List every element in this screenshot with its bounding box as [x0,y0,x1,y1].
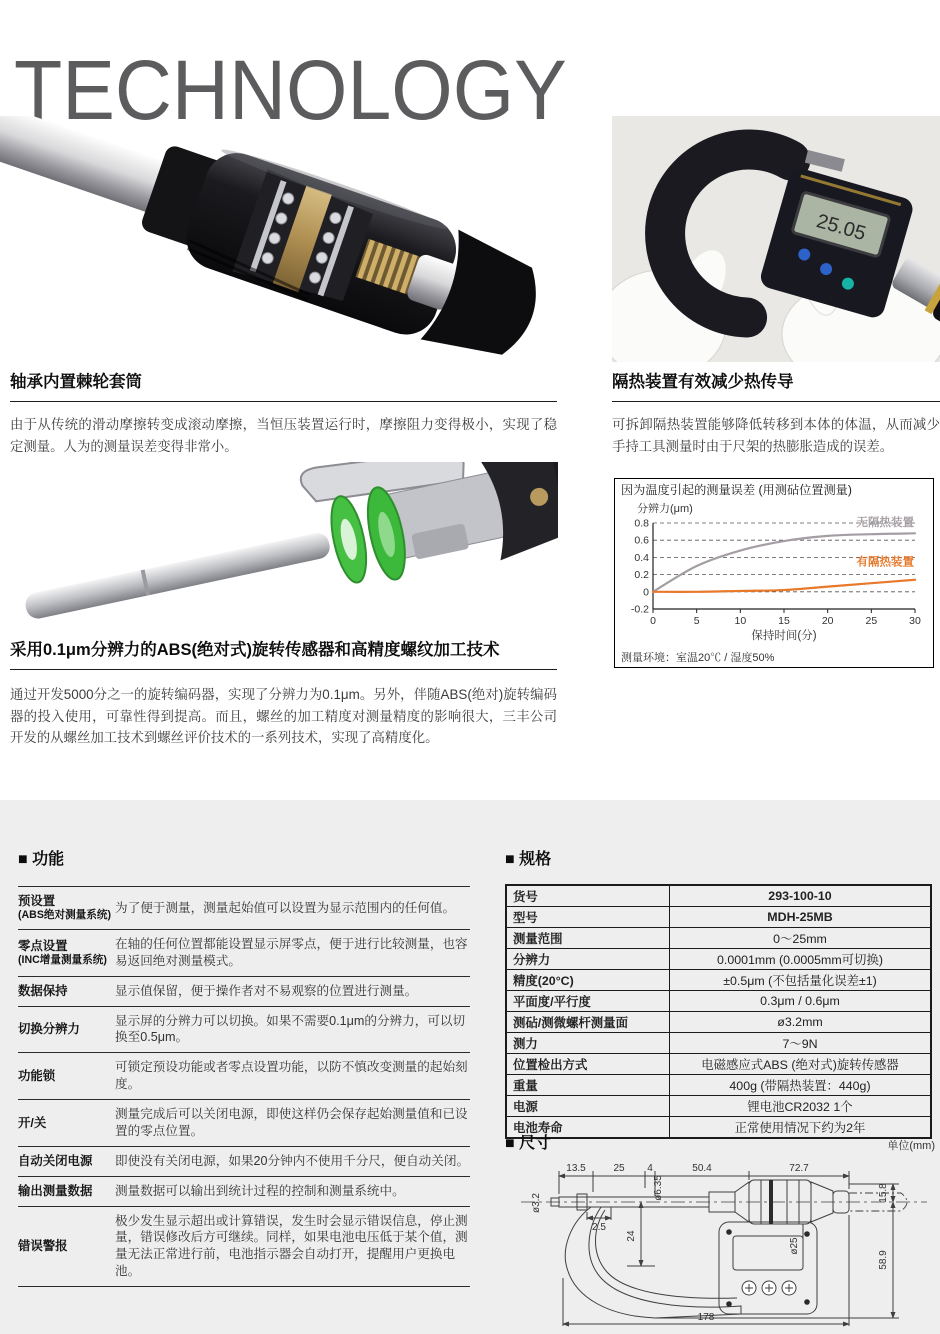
function-description: 可锁定预设功能或者零点设置功能，以防不慎改变测量的起始刻度。 [115,1053,470,1100]
spec-row [506,1033,931,1054]
svg-text:无隔热装置: 无隔热装置 [856,516,914,529]
specs-table [505,884,932,1139]
spec-name: 测量范围 [506,928,670,949]
svg-text:-0.2: -0.2 [630,603,649,616]
abs-sensor-section-body: 通过开发5000分之一的旋转编码器，实现了分辨力为0.1μm。另外，伴随ABS(绝对)旋转编码器的投入使用，可靠性得到提高。而且，螺丝的加工精度对测量精度的影响很大，三丰公司开发的从螺丝加工技术到螺丝评价技术的一系列技术，实现了高精度化。 [10,687,557,746]
svg-text:分辨力(μm): 分辨力(μm) [637,503,693,515]
specs-heading: ■ 规格 [505,851,552,868]
svg-text:20: 20 [821,615,834,627]
functions-table-body [18,887,470,1287]
function-description: 在轴的任何位置都能设置显示屏零点，便于进行比较测量，也容易返回绝对测量模式。 [115,929,470,976]
spec-value: ø3.2mm [670,1012,932,1033]
dim-25: 25 [613,1163,625,1174]
spec-name: 测砧/测微螺杆测量面 [506,1012,670,1033]
spec-name: 重量 [506,1075,670,1096]
function-row [18,976,470,1006]
spec-row [506,1096,931,1117]
spec-row [506,949,931,970]
function-row [18,1053,470,1100]
spec-value: 0～25mm [670,928,932,949]
function-name: 输出测量数据 [18,1176,115,1206]
dimension-drawing [503,1158,935,1330]
svg-text:0.6: 0.6 [634,534,649,547]
function-name: 零点设置 (INC增量测量系统) [18,929,115,976]
spec-name: 测力 [506,1033,670,1054]
dim-58-9: 58.9 [878,1250,889,1270]
spec-row [506,991,931,1012]
svg-text:25.05: 25.05 [814,210,869,246]
bearing-section-body: 由于从传统的滑动摩擦转变成滚动摩擦，当恒压装置运行时，摩擦阻力变得极小，实现了稳定测量。人为的测量误差变得非常小。 [10,417,557,454]
spec-value: 0.3μm / 0.6μm [670,991,932,1012]
spec-panel [0,800,940,1334]
function-name: 数据保持 [18,976,115,1006]
spec-value: 电磁感应式ABS (绝对式)旋转传感器 [670,1054,932,1075]
svg-text:因为温度引起的测量误差 (用测砧位置测量): 因为温度引起的测量误差 (用测砧位置测量) [621,483,852,497]
spec-row [506,885,931,907]
spec-row [506,1012,931,1033]
function-row [18,887,470,930]
spec-row [506,1054,931,1075]
functions-heading: ■ 功能 [18,851,65,868]
svg-text:保持时间(分): 保持时间(分) [751,630,817,642]
dim-24: 24 [626,1230,637,1242]
function-row [18,1146,470,1176]
spec-name: 精度(20°C) [506,970,670,991]
function-description: 为了便于测量，测量起始值可以设置为显示范围内的任何值。 [115,887,470,930]
dim-13-5: 13.5 [566,1163,586,1174]
spec-value: ±0.5μm (不包括量化误差±1) [670,970,932,991]
dimensions-unit-label: 单位(mm) [887,1140,935,1152]
function-name: 开/关 [18,1100,115,1147]
spec-row [506,1075,931,1096]
dim-178: 178 [697,1312,715,1323]
function-name: 切换分辨力 [18,1006,115,1053]
dim-4: 4 [647,1163,653,1174]
abs-sensor-section-title: 采用0.1μm分辨力的ABS(绝对式)旋转传感器和高精度螺纹加工技术 [10,640,557,670]
function-row [18,1006,470,1053]
function-row [18,1206,470,1287]
functions-table [18,886,470,1287]
spec-name: 货号 [506,885,670,907]
dim-15-8: 15.8 [878,1183,889,1203]
svg-text:测量环境：室温20℃ / 湿度50%: 测量环境：室温20℃ / 湿度50% [621,652,775,664]
function-description: 显示值保留，便于操作者对不易观察的位置进行测量。 [115,976,470,1006]
function-description: 即使没有关闭电源，如果20分钟内不使用千分尺，便自动关闭。 [115,1146,470,1176]
function-row [18,1176,470,1206]
ratchet-sleeve-cutaway-image [0,116,558,362]
spec-row [506,970,931,991]
page-title: TECHNOLOGY [14,43,567,138]
dim-dia-3-2: ø3.2 [531,1192,542,1214]
dim-2-5: 2.5 [592,1222,606,1233]
svg-text:0.8: 0.8 [634,517,649,530]
function-description: 测量数据可以输出到统计过程的控制和测量系统中。 [115,1176,470,1206]
function-name: 功能锁 [18,1053,115,1100]
insulation-section-title: 隔热装置有效减少热传导 [612,372,940,402]
function-row [18,929,470,976]
dim-dia-6-35: ø6.35 [653,1175,664,1201]
abs-sensor-mechanism-image [0,462,558,634]
spec-row [506,928,931,949]
spec-value: 锂电池CR2032 1个 [670,1096,932,1117]
spec-row [506,907,931,928]
spec-name: 平面度/平行度 [506,991,670,1012]
svg-text:有隔热装置: 有隔热装置 [856,556,914,569]
svg-text:0.2: 0.2 [634,569,649,582]
specs-table-body [506,885,931,1138]
spec-name: 电源 [506,1096,670,1117]
spec-value: 400g (带隔热装置：440g) [670,1075,932,1096]
spec-name: 电池寿命 [506,1117,670,1139]
micrometer-photo [612,116,940,362]
spec-value: 7～9N [670,1033,932,1054]
svg-text:0.4: 0.4 [634,551,649,564]
function-name: 预设置 (ABS绝对测量系统) [18,887,115,930]
function-description: 极少发生显示超出或计算错误，发生时会显示错误信息，停止测量，错误修改后方可继续。同样，如果电池电压低于某个值，测量无法正常进行前，电池指示器会自动打开，提醒用户更换电池。 [115,1206,470,1287]
bearing-section-title: 轴承内置棘轮套筒 [10,372,557,402]
spec-name: 型号 [506,907,670,928]
spec-value: 0.0001mm (0.0005mm可切换) [670,949,932,970]
svg-text:15: 15 [778,615,790,627]
svg-text:25: 25 [865,615,878,627]
temperature-error-chart [614,478,934,668]
spec-value: MDH-25MB [670,907,932,928]
svg-text:10: 10 [734,615,747,627]
insulation-section-body: 可拆卸隔热装置能够降低转移到本体的体温，从而减少手持工具测量时由于尺架的热膨胀造成的误差。 [612,417,940,454]
dim-72-7: 72.7 [789,1163,809,1174]
function-description: 测量完成后可以关闭电源，即使这样仍会保存起始测量值和已设置的零点位置。 [115,1100,470,1147]
spec-value: 293-100-10 [670,885,932,907]
function-row [18,1100,470,1147]
spec-name: 位置检出方式 [506,1054,670,1075]
svg-text:0: 0 [650,615,656,627]
svg-text:30: 30 [909,615,921,627]
function-name: 错误警报 [18,1206,115,1287]
svg-text:0: 0 [643,586,649,599]
dim-50-4: 50.4 [692,1163,712,1174]
dim-dia-25: ø25 [789,1237,800,1255]
function-name: 自动关闭电源 [18,1146,115,1176]
spec-value: 正常使用情况下约为2年 [670,1117,932,1139]
dimensions-heading: ■ 尺寸 [505,1135,552,1152]
function-description: 显示屏的分辨力可以切换。如果不需要0.1μm的分辨力，可以切换至0.5μm。 [115,1006,470,1053]
spec-name: 分辨力 [506,949,670,970]
svg-text:5: 5 [693,615,700,627]
